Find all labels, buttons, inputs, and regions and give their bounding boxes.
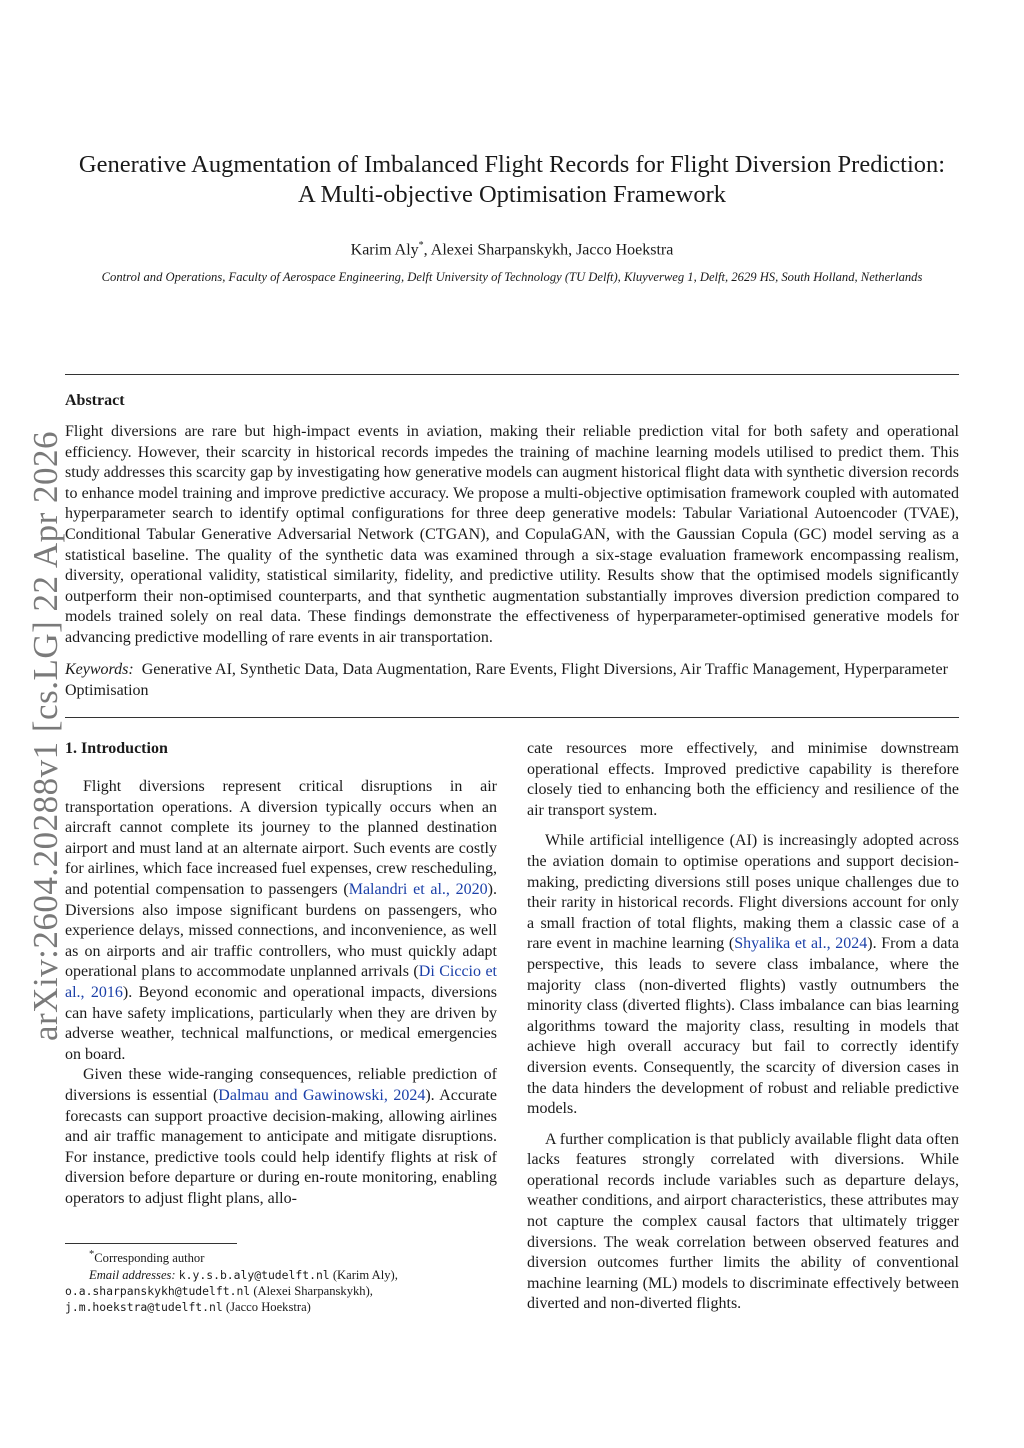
email-address[interactable]: o.a.sharpanskykh@tudelft.nl (65, 1284, 251, 1298)
keywords (65, 660, 959, 701)
right-column (527, 739, 959, 1315)
email-owner: (Jacco Hoekstra) (222, 1300, 311, 1315)
top-rule (65, 374, 959, 375)
keywords-label: Keywords: (65, 661, 134, 678)
footnote-mark: * (89, 1249, 95, 1260)
intro-paragraph-3: cate resources more effectively, and minimise downstream operational effects. Improved predictive capability is therefore closely tied to enhancing both the efficiency and resilience of the air transport system. (527, 740, 959, 819)
abstract-heading: Abstract (65, 392, 125, 409)
left-column (65, 777, 497, 1209)
email-owner: (Alexei Sharpanskykh), (250, 1284, 373, 1298)
keywords-text: Generative AI, Synthetic Data, Data Augmentation, Rare Events, Flight Diversions, Air Traffic Management, Hyperparameter Optimisation (65, 661, 948, 699)
footnote-corresponding (65, 1247, 497, 1267)
footnote-email-2 (65, 1283, 497, 1299)
author-list (40, 240, 984, 259)
footnote-rule (65, 1243, 237, 1244)
citation-link[interactable]: Shyalika et al., 2024 (734, 935, 868, 953)
abstract-text: Flight diversions are rare but high-impact events in aviation, making their reliable prediction vital for both safety and operational efficiency. However, their scarcity in historical records impedes the training of machine learning models utilised to predict them. This study addresses this scarcity gap by investigating how generative models can augment historical flight data with synthetic diversion records to enhance model training and improve predictive accuracy. We propose a multi-objective optimisation framework coupled with automated hyperparameter search to identify optimal configurations for three deep generative models: Tabular Variational Autoencoder (TVAE), Conditional Tabular Generative Adversarial Network (CTGAN), and CopulaGAN, with the Gaussian Copula (GC) model serving as a statistical baseline. The quality of the synthetic data was examined through a six-stage evaluation framework encompassing realism, diversity, operational validity, statistical similarity, fidelity, and predictive utility. Results show that the optimised models significantly outperform their non-optimised counterparts, and that synthetic augmentation substantially improves diversion prediction compared to models trained solely on real data. These findings demonstrate the effectiveness of hyperparameter-optimised generative models for advancing predictive modelling of rare events in air transportation. (65, 423, 959, 646)
intro-paragraph-5: A further complication is that publicly available flight data often lacks features strongly correlated with diversions. While operational records include variables such as departure delays, weather conditions, and airport characteristics, these attributes may not capture the complex causal factors that ultimately trigger diversions. The weak correlation between observed features and diversion outcomes further limits the ability of conventional machine learning (ML) models to discriminate effectively between diverted and non-diverted flights. (527, 1130, 959, 1313)
citation-link[interactable]: Dalmau and Gawinowski, 2024 (218, 1086, 426, 1104)
email-owner: (Karim Aly), (329, 1267, 398, 1282)
affiliation: Control and Operations, Faculty of Aerospace Engineering, Delft University of Technology (TU Delft), Kluyverweg 1, Delft, 2629 HS, South Holland, Netherlands (101, 270, 923, 284)
footnote (65, 1247, 497, 1316)
intro-paragraph-2 (65, 1065, 497, 1209)
text-run: ). From a data perspective, this leads to severe class imbalance, where the majority class (non-diverted flights) vastly outnumbers the minority class (diverted flights). Class imbalance can bias learning algorithms toward the majority class, resulting in models that achieve high overall accuracy but fail to correctly identify diversion events. Consequently, the scarcity of diversion cases in the data hinders the development of robust and reliable predictive models. (527, 935, 960, 1118)
author-rest: , Alexei Sharpanskykh, Jacco Hoekstra (423, 241, 674, 259)
email-address[interactable]: k.y.s.b.aly@tudelft.nl (178, 1267, 330, 1282)
email-label: Email addresses: (89, 1267, 176, 1282)
text-run: ). Diversions also impose significant burdens on passengers, who experience delays, missed connections, and inconvenience, as well as on airports and air traffic controllers, who must quickly adapt operational plans to accommodate unplanned arrivals ( (65, 880, 497, 981)
title-line-1: Generative Augmentation of Imbalanced Flight Records for Flight Diversion Prediction: (78, 151, 946, 178)
email-address[interactable]: j.m.hoekstra@tudelft.nl (65, 1300, 223, 1315)
intro-paragraph-1 (65, 777, 497, 1065)
section-heading: 1. Introduction (65, 740, 168, 757)
intro-paragraph-4 (527, 831, 959, 1119)
citation-link[interactable]: Di Ciccio et al., 2016 (65, 963, 498, 1001)
footnote-email-3 (65, 1299, 497, 1315)
title-line-2: A Multi-objective Optimisation Framework (297, 181, 726, 208)
footnote-email-1 (65, 1267, 497, 1283)
text-run: ). Accurate forecasts can support proactive decision-making, allowing airlines and air traffic management to anticipate and mitigate disruptions. For instance, predictive tools could help identify flights at risk of diversion before departure or during en-route monitoring, enabling operators to adjust flight plans, allo- (65, 1086, 497, 1207)
corresponding-mark: * (418, 240, 424, 251)
text-run: Given these wide-ranging consequences, reliable prediction of diversions is essential ( (65, 1066, 497, 1104)
text-run: Flight diversions represent critical disruptions in air transportation operations. A diversion typically occurs when an aircraft cannot complete its journey to the planned destination airport and must land at an alternate airport. Such events are costly for airlines, which face increased fuel expenses, crew rescheduling, and potential compensation to passengers ( (65, 778, 497, 898)
arxiv-id: arXiv:2604.20288v1 [cs.LG] 22 Apr 2026 (26, 430, 65, 1042)
text-run: ). Beyond economic and operational impacts, diversions can have safety implications, particularly when they are driven by adverse weather, technical malfunctions, or medical emergencies on board. (65, 983, 498, 1063)
citation-link[interactable]: Malandri et al., 2020 (348, 880, 488, 898)
paper-title (40, 150, 984, 210)
author-first: Karim Aly (350, 241, 419, 259)
bottom-rule (65, 717, 959, 718)
text-run: While artificial intelligence (AI) is increasingly adopted across the aviation domain to optimise operations and support decision-making, predicting diversions still poses unique challenges due to their rarity in historical records. Flight diversions account for only a small fraction of total flights, making them a classic case of a rare event in machine learning ( (527, 832, 959, 953)
footnote-corresponding-text: Corresponding author (94, 1251, 205, 1266)
